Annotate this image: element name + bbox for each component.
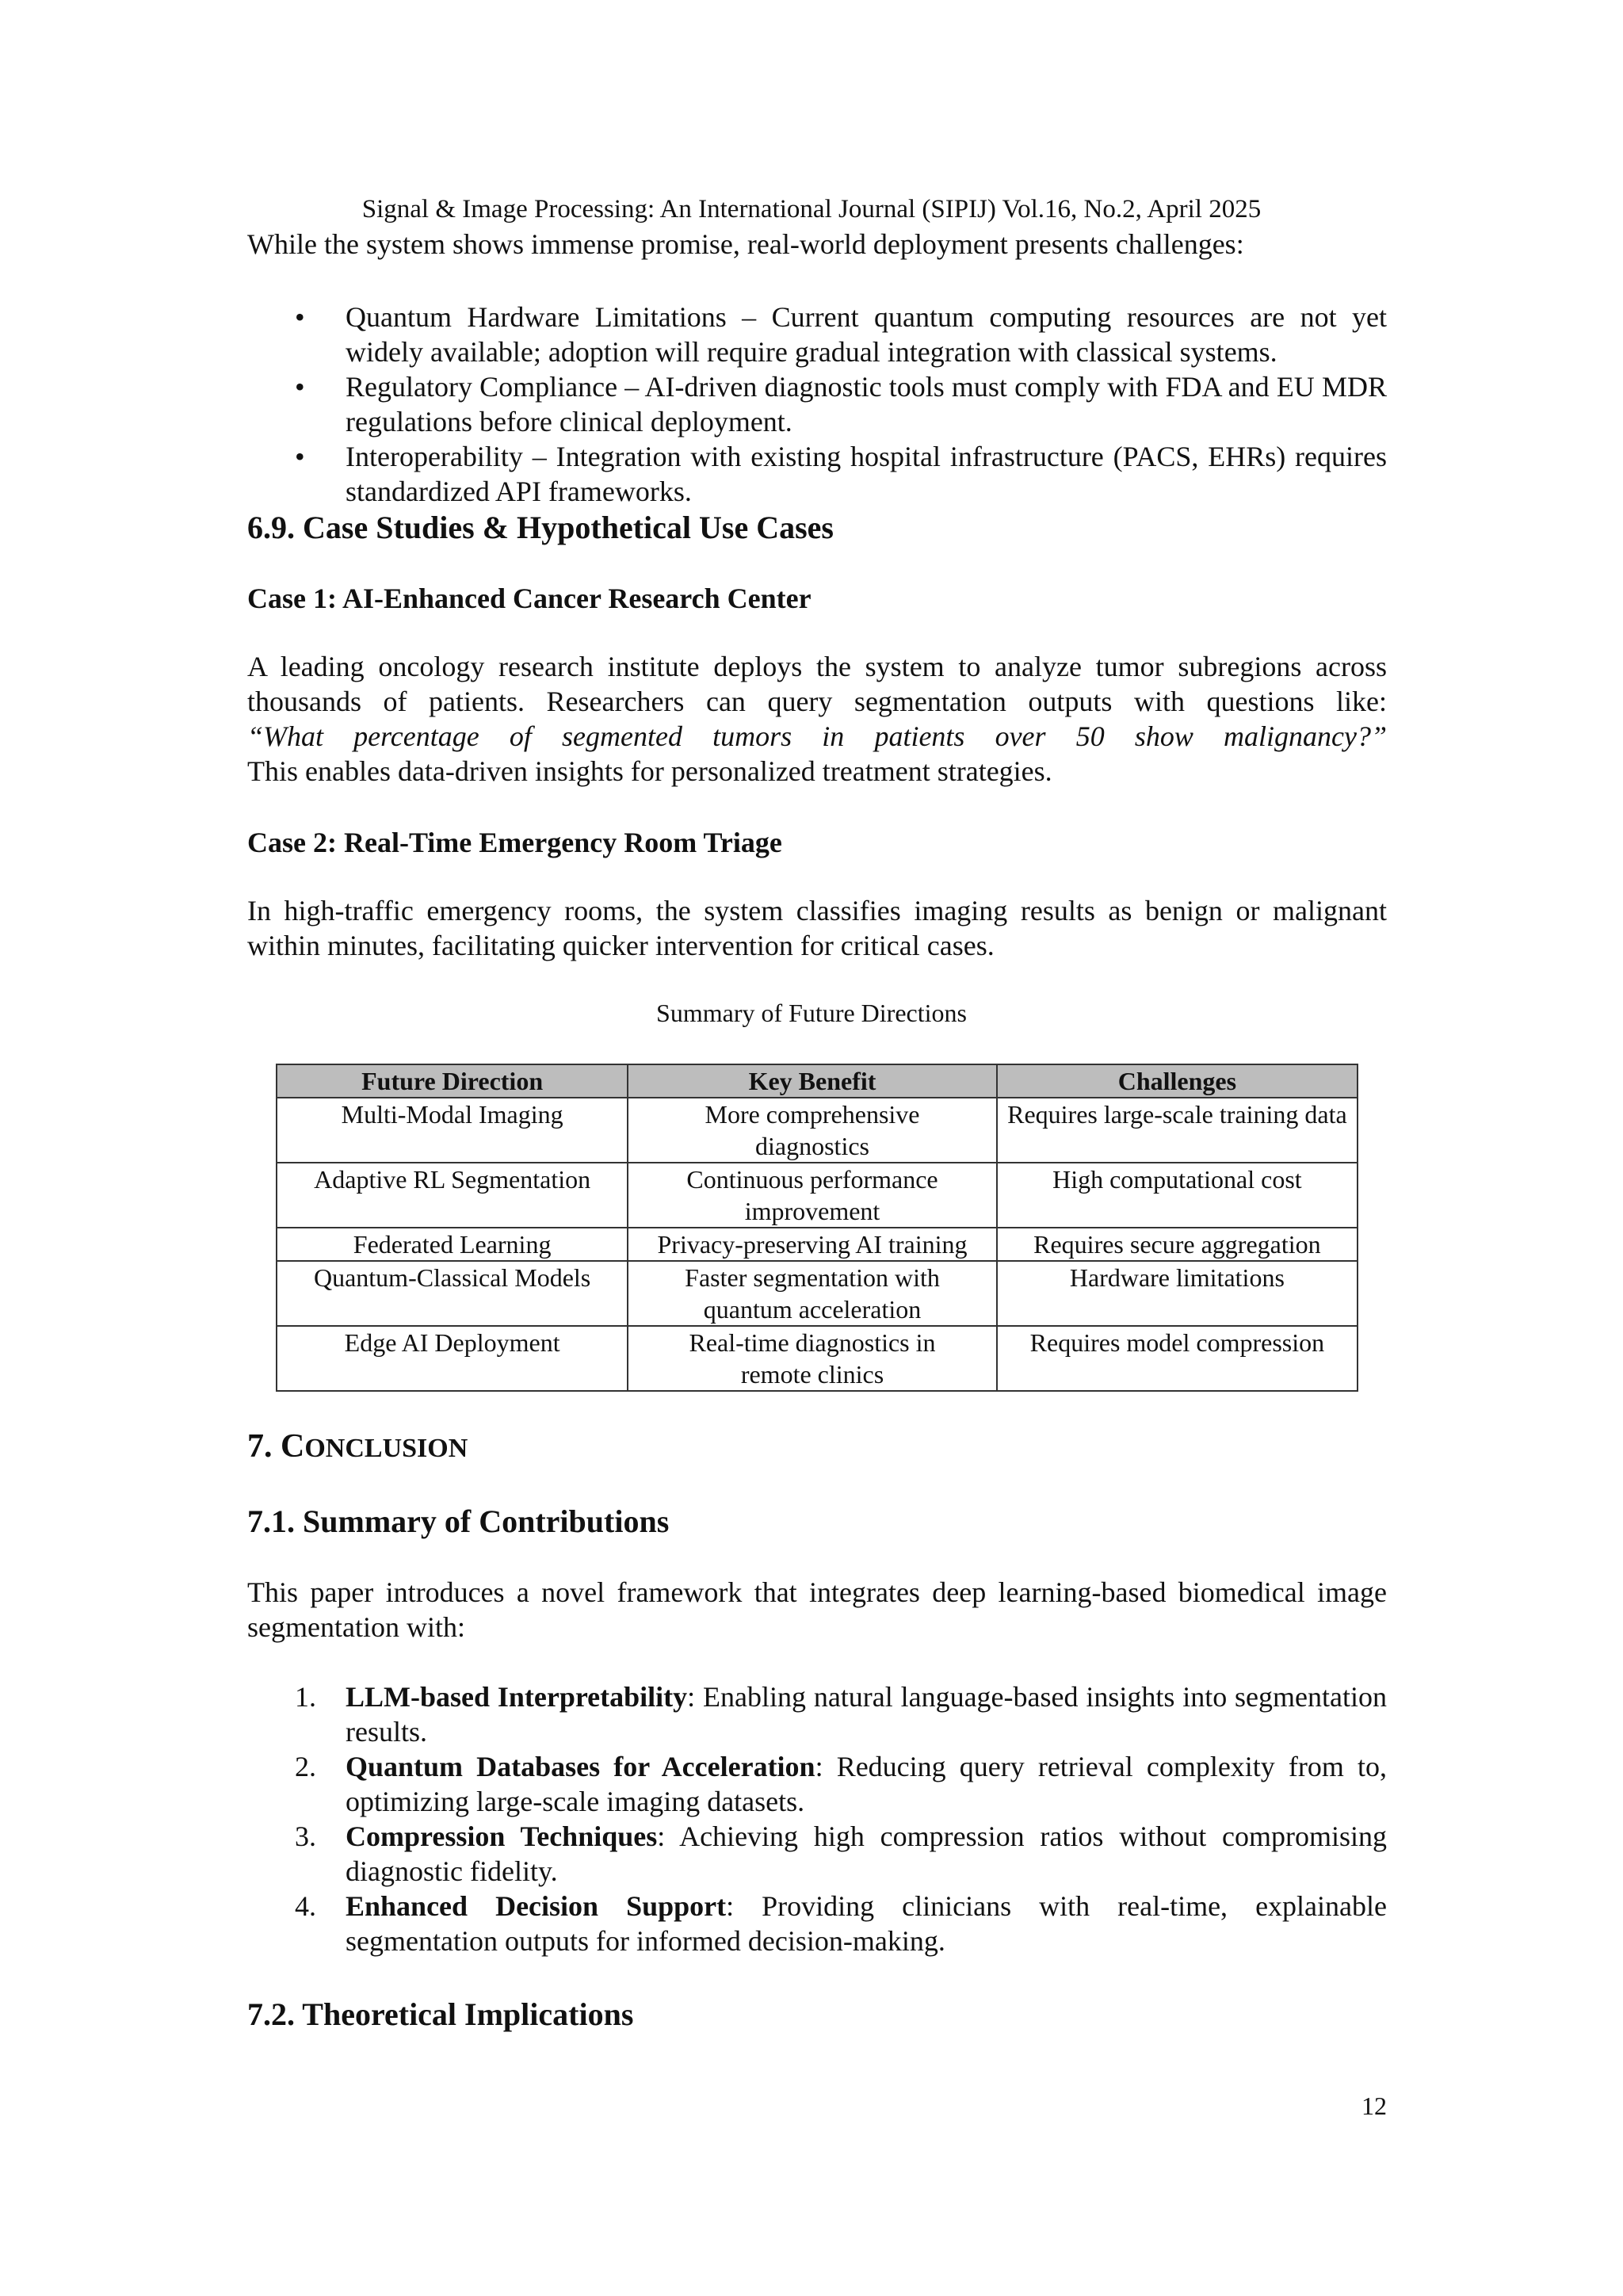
contribution-number: 4. [295, 1890, 316, 1922]
contribution-text [346, 1749, 1387, 1819]
section-7-smallcaps: ONCLUSION [304, 1434, 468, 1463]
table-cell: Requires large-scale training data [997, 1098, 1358, 1163]
bullet-text: Interoperability – Integration with existing hospital infrastructure (PACS, EHRs) requires standardized API frameworks. [346, 441, 1387, 507]
table-cell: Continuous performance improvement [628, 1163, 997, 1228]
contribution-term: LLM-based Interpretability [346, 1681, 688, 1713]
table-cell: Quantum-Classical Models [277, 1261, 628, 1326]
bullet-marker: • [295, 371, 305, 403]
table-cell: Requires secure aggregation [997, 1228, 1358, 1261]
contribution-text [346, 1819, 1387, 1889]
table-row [277, 1326, 1358, 1391]
bullet-marker: • [295, 441, 305, 472]
contribution-desc: : Enabling natural language-based insights into segmentation results. [346, 1681, 1387, 1748]
table-cell: Faster segmentation with quantum acceleration [628, 1261, 997, 1326]
case1-title: Case 1: AI-Enhanced Cancer Research Center [247, 583, 812, 614]
table-cell: Privacy-preserving AI training [628, 1228, 997, 1261]
contribution-term: Enhanced Decision Support [346, 1890, 727, 1922]
case1-paragraph: A leading oncology research institute deploys the system to analyze tumor subregions across thousands of patients. Researchers can query segmentation outputs with questions like: [247, 651, 1387, 717]
table-cell: Real-time diagnostics in remote clinics [628, 1326, 997, 1391]
future-directions-table [276, 1064, 1358, 1392]
contribution-number: 2. [295, 1751, 316, 1782]
table-cell: More comprehensive diagnostics [628, 1098, 997, 1163]
table-row [277, 1261, 1358, 1326]
table-cell: Edge AI Deployment [277, 1326, 628, 1391]
contribution-desc: : Reducing query retrieval complexity from to, optimizing large-scale imaging datasets. [346, 1751, 1387, 1817]
table-row [277, 1163, 1358, 1228]
page-number: 12 [1361, 2092, 1387, 2120]
contribution-text [346, 1889, 1387, 1958]
table-cell: High computational cost [997, 1163, 1358, 1228]
contribution-number: 3. [295, 1820, 316, 1852]
section-heading-7-1: 7.1. Summary of Contributions [247, 1503, 670, 1539]
case1-quote-text: “What percentage of segmented tumors in patients over 50 show malignancy?” [247, 720, 1387, 752]
contribution-term: Quantum Databases for Acceleration [346, 1751, 815, 1782]
table-header-row [277, 1064, 1358, 1098]
table-cell: Multi-Modal Imaging [277, 1098, 628, 1163]
case2-paragraph: In high-traffic emergency rooms, the system classifies imaging results as benign or malignant within minutes, facilitating quicker intervention for critical cases. [247, 895, 1387, 961]
table-caption: Summary of Future Directions [656, 999, 967, 1027]
contribution-term: Compression Techniques [346, 1820, 658, 1852]
table-header-cell: Key Benefit [628, 1064, 997, 1098]
table-cell: Requires model compression [997, 1326, 1358, 1391]
running-header: Signal & Image Processing: An International Journal (SIPIJ) Vol.16, No.2, April 2025 [361, 195, 1262, 223]
case1-conclusion: This enables data-driven insights for personalized treatment strategies. [247, 755, 1052, 787]
section-7-prefix: 7. C [247, 1428, 305, 1465]
table-cell: Hardware limitations [997, 1261, 1358, 1326]
section-heading-6-9: 6.9. Case Studies & Hypothetical Use Cases [247, 510, 834, 545]
bullet-text: Regulatory Compliance – AI-driven diagnostic tools must comply with FDA and EU MDR regulations before clinical deployment. [346, 371, 1387, 437]
para-7-1: This paper introduces a novel framework that integrates deep learning-based biomedical image segmentation with: [247, 1576, 1387, 1643]
table-header-cell: Challenges [997, 1064, 1358, 1098]
case2-title: Case 2: Real-Time Emergency Room Triage [247, 827, 782, 858]
table-row [277, 1098, 1358, 1163]
section-heading-7-2: 7.2. Theoretical Implications [247, 1996, 634, 2032]
table-header-cell: Future Direction [277, 1064, 628, 1098]
case1-quote [247, 719, 1387, 754]
contribution-number: 1. [295, 1681, 316, 1713]
section-heading-7 [247, 1427, 468, 1469]
contribution-text [346, 1679, 1387, 1749]
contribution-desc: : Achieving high compression ratios without compromising diagnostic fidelity. [346, 1820, 1388, 1887]
bullet-marker: • [295, 301, 305, 333]
intro-paragraph: While the system shows immense promise, real-world deployment presents challenges: [247, 228, 1244, 260]
contribution-desc: : Providing clinicians with real-time, explainable segmentation outputs for informed decision-making. [346, 1890, 1387, 1957]
table-cell: Adaptive RL Segmentation [277, 1163, 628, 1228]
table-row [277, 1228, 1358, 1261]
bullet-text: Quantum Hardware Limitations – Current quantum computing resources are not yet widely available; adoption will require gradual integration with classical systems. [346, 301, 1387, 368]
table-cell: Federated Learning [277, 1228, 628, 1261]
